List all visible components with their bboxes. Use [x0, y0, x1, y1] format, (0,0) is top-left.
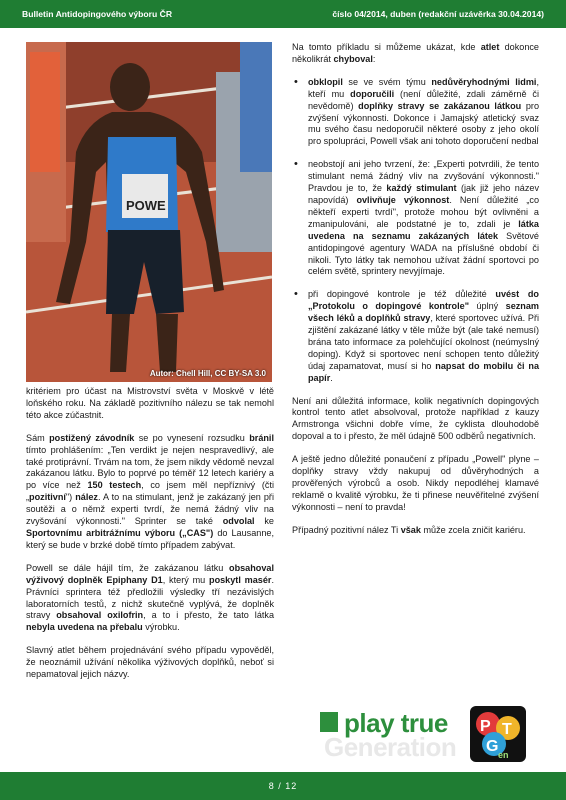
logo-mark-icon: [320, 712, 338, 732]
bulletin-title: Bulletin Antidopingového výboru ČR: [22, 9, 173, 19]
paragraph: Případný pozitivní nález Ti však může zcela zničit kariéru.: [292, 524, 526, 535]
paragraph: Není ani důležitá informace, kolik negativních dopingových kontrol tento atlet absolvoval, protože například z kauzy Armstronga všichni dobře víme, že cyklista dlouhodobě dopoval a to i přesto, že měl údajně 500 odběrů negativních.: [292, 395, 539, 442]
paragraph: Slavný atlet během projednávání svého případu vypověděl, že neoznámil užívání několika výživových doplňků, neboť si nepamatoval jejich názvy.: [26, 645, 274, 680]
svg-text:en: en: [498, 750, 509, 760]
paragraph: Sám postižený závodník se po vynesení rozsudku bránil tímto prohlášením: „Ten verdikt je nejen nespravedlivý, ale také protiprávní. Trvám na tom, že jsem nikdy vědomě nevzal zakázanou látku. Bylo to poprvé po téměř 12 letech kariéry a po více než 150 testech, co jsem měl nepříznivý (čti „pozitivní") nález. A to na stimulant, jenž je zakázaný jen při soutěži a o němž experti tvrdí, že nemá žádný vliv na zvyšování výkonnosti." Sprinter se také odvolal ke Sportovnímu arbitrážnímu výboru („CAS") do Lausanne, který se bude v brzké době tímto případem zabývat.: [26, 432, 275, 550]
paragraph: A ještě jedno důležité ponaučení z případu „Powell" plyne – doplňky stravy vždy nakupuj od důvěryhodných a prověřených výrobců a osob. Nikdy nepodléhej klamavé reklamě o kvalitě výrobku, že ti přinese neuvěřitelné zvýšení výkonnosti – není to pravda!: [292, 454, 539, 512]
ptg-badge-icon: [470, 706, 526, 762]
issue-info: číslo 04/2014, duben (redakční uzávěrka 30.04.2014): [332, 9, 544, 19]
page-number: 8 / 12: [268, 781, 298, 791]
athlete-photo: [26, 42, 272, 382]
mistakes-list: [292, 77, 539, 385]
left-column: [26, 386, 274, 692]
bib-text: POWE: [126, 198, 166, 213]
athlete-illustration: [26, 42, 272, 382]
photo-credit: Autor: Chell Hill, CC BY-SA 3.0: [149, 369, 266, 378]
right-column: [292, 42, 539, 548]
page-header: [0, 0, 566, 28]
paragraph: kritériem pro účast na Mistrovství světa v Moskvě v létě loňského roku. Na základě pozitivního nálezu se tak nemohl této akce zúčastnit.: [26, 386, 274, 420]
play-true-generation-logo: [320, 706, 540, 766]
intro-paragraph: Na tomto příkladu si můžeme ukázat, kde atlet dokonce několikrát chyboval:: [292, 42, 539, 64]
page-footer: [0, 772, 566, 800]
logo-text: Generation: [324, 732, 457, 762]
logo-text: play true: [344, 708, 448, 738]
ptg-badge-graphic: [470, 706, 526, 762]
paragraph: Powell se dále hájil tím, že zakázanou látku obsahoval výživový doplněk Epiphany D1, který mu poskytl masér. Právníci sprintera též předložili výsledky tří nezávislých laboratorních testů, z nichž skutečně vyplývá, že doplněk stravy obsahoval oxilofrin, a to i přesto, že tato látka nebyla uvedena na přebalu výrobku.: [26, 562, 275, 633]
svg-text:T: T: [502, 721, 512, 738]
svg-text:P: P: [480, 718, 491, 735]
list-item: • při dopingové kontrole je též důležité uvést do „Protokolu o dopingové kontrole" úplný seznam všech léků a doplňků stravy, které sportovec užívá. Při zjištění zakázané látky v těle může být (ale také nemusí) brána tato informace za polehčující okolnost (neúmyslný doping). Když si sportovec není schopen tento důležitý údaj zapamatovat, musí si ho napsat do mobilu či na papír.: [292, 289, 539, 384]
svg-text:G: G: [486, 738, 499, 755]
list-item: • obklopil se ve svém týmu nedůvěryhodnými lidmi, kteří mu doporučili (není důležité, zdali záměrně či nevědomě) doplňky stravy se zakázanou látkou pro zvýšení výkonnosti. Dokonce i Jamajský atletický svaz mu svého času nedoporučil některé osoby z jeho okolí pro spolupráci, Powell však ani tohoto doporučení nedbal: [292, 77, 539, 148]
list-item: • neobstojí ani jeho tvrzení, že: „Experti potvrdili, že tento stimulant nemá žádný vliv na zvyšování výkonnosti." Pravdou je to, že každý stimulant (jak již jeho název napovídá) ovlivňuje výkonnost. Není důležité „co někteří experti tvrdí", protože mohou být ovlivněni a zmanipulováni, ale podstatné je to, zdali je látka uvedena na seznamu zakázaných látek Světové antidopingové agentury WADA na příslušné období či nikoli. Tyto látky tak nemohou užívat žádní sportovci po celém světě, sprintery nevyjímaje.: [292, 159, 539, 278]
